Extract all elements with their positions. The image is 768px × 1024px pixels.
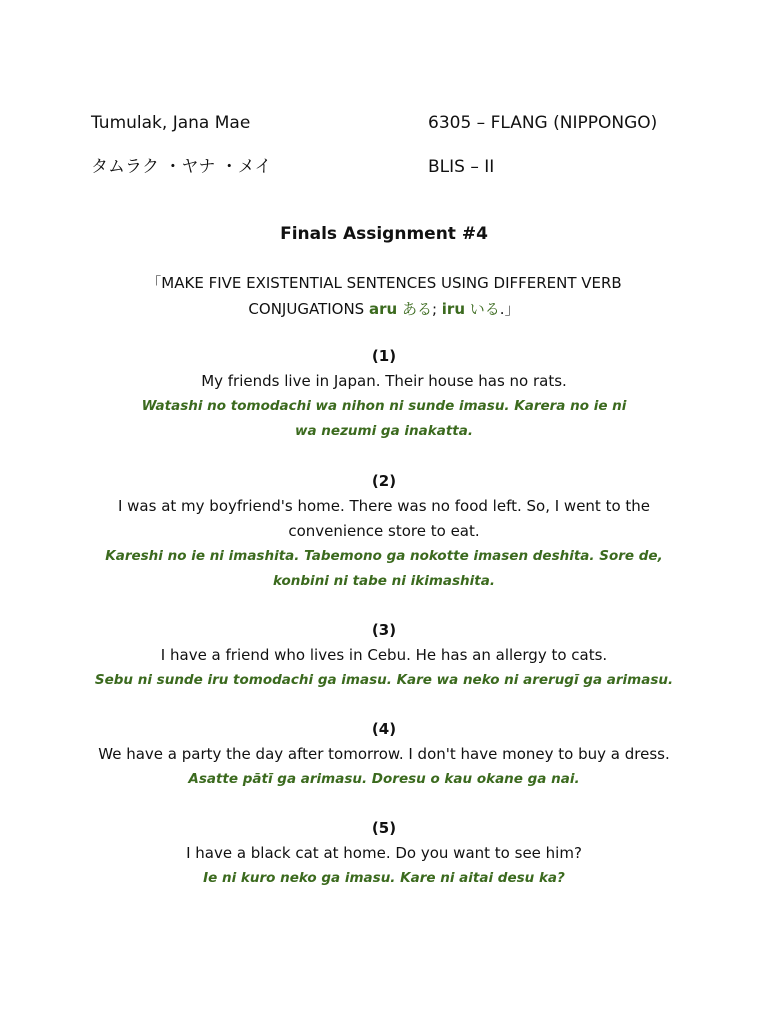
instruction <box>0 270 768 322</box>
sentence-item-2 <box>0 470 768 594</box>
japanese-line: konbini ni tabe ni ikimashita. <box>273 573 495 589</box>
item-number: (3) <box>371 621 397 639</box>
assignment-title: Finals Assignment #4 <box>280 224 488 244</box>
japanese-line: Ie ni kuro neko ga imasu. Kare ni aitai desu ka? <box>203 870 565 886</box>
japanese-line: Sebu ni sunde iru tomodachi ga imasu. Kare wa neko ni arerugī ga arimasu. <box>94 672 674 688</box>
english-line: I have a friend who lives in Cebu. He has an allergy to cats. <box>160 646 608 664</box>
sentence-item-5 <box>0 817 768 891</box>
item-number: (5) <box>371 819 397 837</box>
sentence-item-4 <box>0 718 768 792</box>
english-line: I have a black cat at home. Do you want to see him? <box>186 844 582 862</box>
program-year: BLIS – II <box>428 157 495 177</box>
english-line: I was at my boyfriend's home. There was no food left. So, I went to the <box>117 497 651 515</box>
item-number: (1) <box>371 347 397 365</box>
instruction-line-1-text: MAKE FIVE EXISTENTIAL SENTENCES USING DIFFERENT VERB <box>161 274 622 292</box>
verb-iru-romaji: iru <box>441 300 465 318</box>
instruction-line-2-prefix: CONJUGATIONS <box>248 300 369 318</box>
item-number: (4) <box>371 720 397 738</box>
student-name: Tumulak, Jana Mae <box>91 113 251 133</box>
sentence-item-1 <box>0 345 768 444</box>
verb-aru-romaji: aru <box>368 300 398 318</box>
japanese-line: wa nezumi ga inakatta. <box>295 423 473 439</box>
instruction-line-2 <box>0 296 768 322</box>
course-code: 6305 – FLANG (NIPPONGO) <box>428 113 658 133</box>
japanese-line: Asatte pātī ga arimasu. Doresu o kau okane ga nai. <box>188 771 580 787</box>
instruction-line-1 <box>0 270 768 296</box>
english-line: We have a party the day after tomorrow. I don't have money to buy a dress. <box>98 745 670 763</box>
japanese-line: Kareshi no ie ni imashita. Tabemono ga nokotte imasen deshita. Sore de, <box>105 548 663 564</box>
open-bracket: 「 <box>146 274 162 292</box>
japanese-line: Watashi no tomodachi wa nihon ni sunde imasu. Karera no ie ni <box>141 398 627 414</box>
verb-aru-kana: ある <box>401 300 432 318</box>
english-line: convenience store to eat. <box>288 522 480 540</box>
sentence-item-3 <box>0 619 768 693</box>
verb-separator: ; <box>431 300 442 318</box>
english-line: My friends live in Japan. Their house has no rats. <box>201 372 567 390</box>
student-name-katakana: タムラク ・ヤナ ・メイ <box>91 157 272 177</box>
verb-iru-kana: いる <box>469 300 500 318</box>
item-number: (2) <box>371 472 397 490</box>
instruction-close: .」 <box>499 300 520 318</box>
